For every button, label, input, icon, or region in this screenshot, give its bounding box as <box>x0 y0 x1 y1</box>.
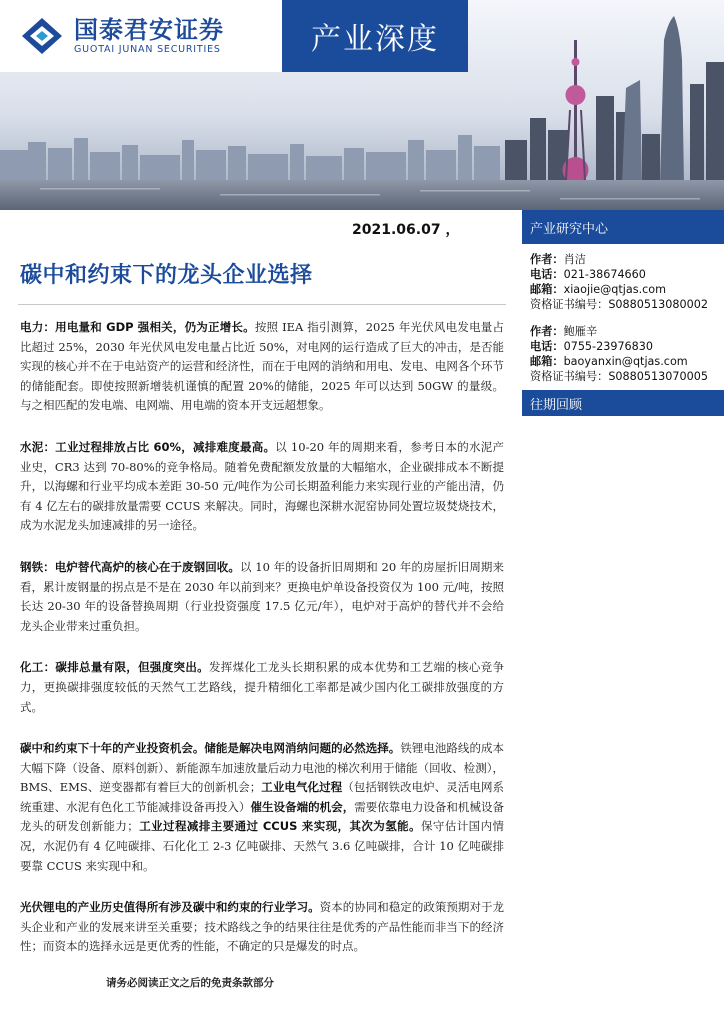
disclaimer-footer: 请务必阅读正文之后的免责条款部分 <box>106 977 274 989</box>
report-summary <box>20 318 504 979</box>
summary-paragraph-pv-lithium: 光伏锂电的产业历史值得所有涉及碳中和约束的行业学习。资本的协同和稳定的政策预期对于龙头企业和产业的发展来讲至关重要；技术路线之争的结果往往是优秀的产品性能而非当下的经济性；而资本的选择永远是更优秀的性能，不确定的只是爆发的时点。 <box>20 900 505 954</box>
report-title: 碳中和约束下的龙头企业选择 <box>20 263 313 288</box>
logo-mark-icon <box>20 16 64 56</box>
summary-paragraph-steel: 钢铁：电炉替代高炉的核心在于废钢回收。以 10 年的设备折旧周期和 20 年的房屋折旧周期来看，累计废钢量的拐点是不是在 2030 年以前到来？更换电炉单设备投资仅为 100 元/吨，按照长达 20-30 年的设备替换周期（行业投资强度 17.5 亿元/年），电炉对于高炉的替代并不会给龙头企业带来过重负担。 <box>20 559 505 633</box>
sidebar-review-title: 往期回顾 <box>522 390 724 416</box>
author-cert-line: 资格证书编号：S0880513070005 <box>530 370 708 383</box>
author-email-link[interactable]: xiaojie@qtjas.com <box>563 283 667 296</box>
author-email-line: 邮箱：xiaojie@qtjas.com <box>530 283 667 296</box>
title-divider <box>18 304 506 305</box>
author-block <box>522 244 724 312</box>
company-logo <box>0 0 282 72</box>
header-banner <box>0 0 724 210</box>
author-name-line: 作者：鲍雁辛 <box>530 325 598 338</box>
summary-paragraph-power: 电力：用电量和 GDP 强相关，仍为正增长。按照 IEA 指引测算，2025 年光伏风电发电量占比超过 25%，2030 年光伏风电发电量占比近 50%，对电网的运行造成了巨大的冲击，是否能实现的核心并不在于电站资产的运营和经济性，而在于电网的消纳和用电、发电、电网各个环节的储能配套。即使按照新增装机谨慎的配置 20%的储能，2025 年可以达到 50GW 的量级。与之相匹配的发电端、电网端、用电端的资本开支远超想象。 <box>20 320 504 413</box>
report-type-label: 产业深度 <box>311 22 439 57</box>
author-block <box>522 312 724 384</box>
author-phone-line: 电话：021-38674660 <box>530 268 646 281</box>
report-date: 2021.06.07 ， <box>352 222 460 238</box>
report-type-tag <box>282 0 468 72</box>
author-cert-line: 资格证书编号：S0880513080002 <box>530 298 708 311</box>
author-email-link[interactable]: baoyanxin@qtjas.com <box>563 355 688 368</box>
author-name-line: 作者：肖洁 <box>530 253 586 266</box>
author-phone-line: 电话：0755-23976830 <box>530 340 654 353</box>
summary-paragraph-chemical: 化工：碳排总量有限，但强度突出。发挥煤化工龙头长期积累的成本优势和工艺端的核心竞争力，更换碳排强度较低的天然气工艺路线，提升精细化工率都是减少国内化工碳排放强度的方式。 <box>20 660 504 714</box>
logo-english-name: GUOTAI JUNAN SECURITIES <box>74 44 221 55</box>
author-email-line: 邮箱：baoyanxin@qtjas.com <box>530 355 688 368</box>
sidebar-section-title: 产业研究中心 <box>522 210 724 244</box>
summary-paragraph-investment: 碳中和约束下十年的产业投资机会。储能是解决电网消纳问题的必然选择。铁锂电池路线的成本大幅下降（设备、原料创新）、新能源车加速放量后动力电池的梯次利用于储能（回收、检测），BMS、EMS、逆变器都有着巨大的创新机会；工业电气化过程（包括钢铁改电炉、灵活电网系统重建、水泥有色化工节能减排设备再投入）催生设备端的机会，需要依靠电力设备和机械设备龙头的研发创新能力；工业过程减排主要通过 CCUS 来实现，其次为氢能。保守估计国内情况，水泥仍有 4 亿吨碳排、石化化工 2-3 亿吨碳排、天然气 3.6 亿吨碳排，合计 10 亿吨碳排要靠 CCUS 来实现中和。 <box>20 741 505 873</box>
summary-paragraph-cement: 水泥：工业过程排放占比 60%，减排难度最高。以 10-20 年的周期来看，参考日本的水泥产业史，CR3 达到 70-80%的竞争格局。随着免费配额发放量的大幅缩水，企业碳排成本不断提升，以海螺和行业平均成本差距 30-50 元/吨作为公司长期盈利能力来实现行业的产能出清，仍有 4 亿左右的碳排放量需要 CCUS 来解决。同时，海螺也深耕水泥窑协同处置垃圾焚烧技术，成为水泥龙头加速减排的另一途径。 <box>20 439 504 533</box>
sidebar <box>522 210 724 416</box>
logo-chinese-name: 国泰君安证券 <box>74 16 224 44</box>
